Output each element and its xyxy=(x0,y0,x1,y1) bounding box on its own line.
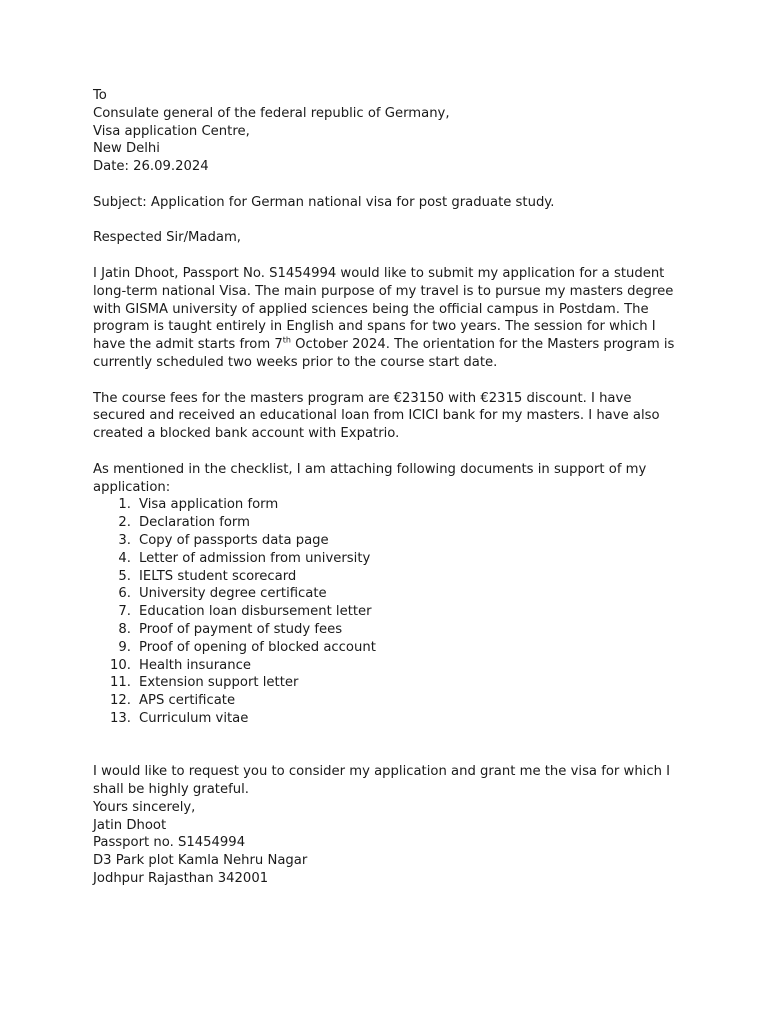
list-item xyxy=(93,692,683,710)
list-item-number: 7. xyxy=(118,604,131,620)
paragraph-purpose xyxy=(93,265,683,372)
list-item xyxy=(93,585,683,603)
list-item xyxy=(93,657,683,675)
spacer xyxy=(93,745,683,763)
list-item xyxy=(93,532,683,550)
list-item-text: Declaration form xyxy=(139,515,250,531)
subject-line: Subject: Application for German national visa for post graduate study. xyxy=(93,194,555,210)
list-item xyxy=(93,496,683,514)
list-item-text: Visa application form xyxy=(139,497,279,513)
list-item-text: APS certificate xyxy=(139,693,236,709)
letter-page xyxy=(93,87,683,888)
list-item-text: Copy of passports data page xyxy=(139,532,329,548)
list-item-number: 3. xyxy=(118,532,131,548)
date-ordinal-suffix: th xyxy=(282,335,291,345)
list-item-text: University degree certificate xyxy=(139,586,327,602)
list-item-text: Proof of payment of study fees xyxy=(139,621,343,637)
list-item-number: 2. xyxy=(118,515,131,531)
salutation: Respected Sir/Madam, xyxy=(93,230,241,246)
list-item-number: 10. xyxy=(110,657,131,673)
spacer xyxy=(93,212,683,230)
spacer xyxy=(93,247,683,265)
spacer xyxy=(93,372,683,390)
list-item-number: 11. xyxy=(110,675,131,691)
list-item-number: 8. xyxy=(118,621,131,637)
letter-date: Date: 26.09.2024 xyxy=(93,159,209,175)
spacer xyxy=(93,176,683,194)
list-item-text: Extension support letter xyxy=(139,675,299,691)
signature-passport: Passport no. S1454994 xyxy=(93,835,246,851)
list-item-text: Proof of opening of blocked account xyxy=(139,639,376,655)
list-item xyxy=(93,621,683,639)
list-item-number: 6. xyxy=(118,586,131,602)
paragraph-fees: The course fees for the masters program are €23150 with €2315 discount. I have secured and received an educational loan from ICICI bank for my masters. I have also created a blocked bank account with Expatrio. xyxy=(93,390,660,442)
list-item-text: Education loan disbursement letter xyxy=(139,604,372,620)
list-item-text: Curriculum vitae xyxy=(139,710,249,726)
list-item-number: 1. xyxy=(118,497,131,513)
spacer xyxy=(93,728,683,746)
list-item-number: 5. xyxy=(118,568,131,584)
recipient-line-3: New Delhi xyxy=(93,141,160,157)
recipient-line-2: Visa application Centre, xyxy=(93,123,250,139)
recipient-line-1: Consulate general of the federal republic of Germany, xyxy=(93,105,450,121)
list-item xyxy=(93,639,683,657)
documents-list xyxy=(93,496,683,727)
spacer xyxy=(93,443,683,461)
list-item-number: 12. xyxy=(110,693,131,709)
list-item-number: 13. xyxy=(110,710,131,726)
paragraph-documents-intro: As mentioned in the checklist, I am attaching following documents in support of my application: xyxy=(93,461,647,495)
paragraph-purpose-text: I Jatin Dhoot, Passport No. S1454994 would like to submit my application for a student long-term national Visa. The main purpose of my travel is to pursue my masters degree with GISMA university of applied sciences being the official campus in Postdam. The program is taught entirely in English and spans for two years. The session for which I have the admit starts from 7 xyxy=(93,265,674,353)
list-item xyxy=(93,710,683,728)
signoff: Yours sincerely, xyxy=(93,799,196,815)
list-item-text: Letter of admission from university xyxy=(139,550,371,566)
closing-request: I would like to request you to consider my application and grant me the visa for which I shall be highly grateful. xyxy=(93,764,671,798)
signature-address-2: Jodhpur Rajasthan 342001 xyxy=(93,871,269,887)
signature-address-1: D3 Park plot Kamla Nehru Nagar xyxy=(93,853,308,869)
list-item-number: 9. xyxy=(118,639,131,655)
list-item xyxy=(93,514,683,532)
list-item-number: 4. xyxy=(118,550,131,566)
list-item xyxy=(93,568,683,586)
list-item xyxy=(93,550,683,568)
paragraph-purpose-text-continued: October 2024. The orientation for the Masters program is currently scheduled two weeks prior to the course start date. xyxy=(93,337,675,370)
to-line: To xyxy=(93,88,107,103)
list-item-text: Health insurance xyxy=(139,657,251,673)
list-item xyxy=(93,603,683,621)
list-item-text: IELTS student scorecard xyxy=(139,568,297,584)
signature-name: Jatin Dhoot xyxy=(93,817,167,833)
list-item xyxy=(93,674,683,692)
recipient-block xyxy=(93,87,683,176)
